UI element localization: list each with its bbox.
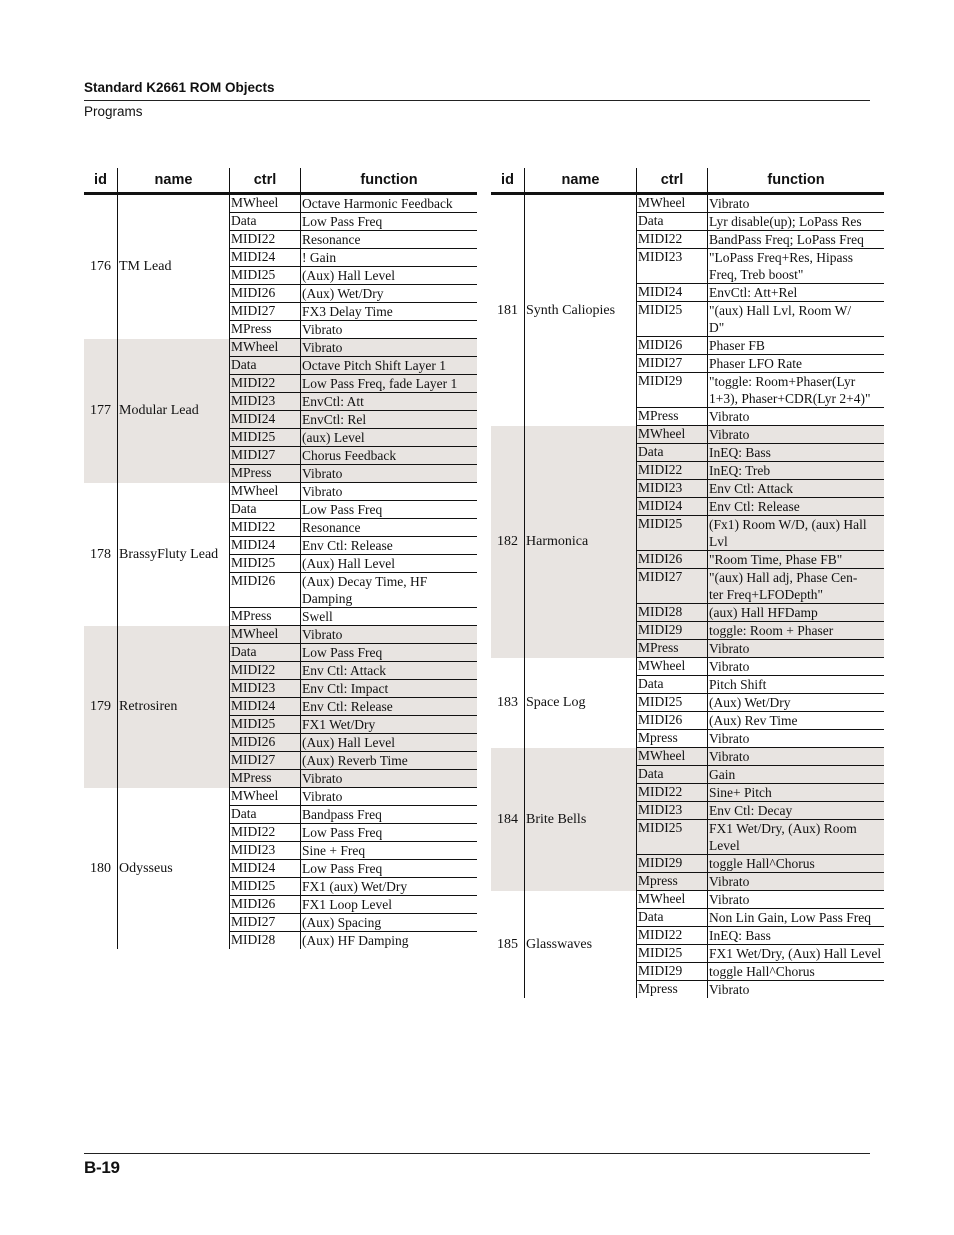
table-row (230, 626, 477, 644)
table-row (230, 519, 477, 537)
function-cell: (Aux) Wet/Dry (302, 286, 384, 301)
function-cell: Swell (302, 609, 333, 624)
function-cell: Vibrato (709, 892, 750, 907)
table-row (230, 303, 477, 321)
ctrl-cell: MIDI23 (637, 480, 708, 497)
program-name: BrassyFluty Lead (118, 483, 230, 626)
table-row (230, 267, 477, 285)
table-row (230, 231, 477, 249)
table-row (637, 640, 884, 658)
function-cell: Env Ctl: Impact (302, 681, 389, 696)
function-cell: Vibrato (709, 874, 750, 889)
table-header (491, 168, 884, 195)
controller-list (230, 339, 477, 483)
function-cell: Sine + Freq (302, 843, 366, 858)
ctrl-cell: MIDI23 (637, 802, 708, 819)
function-cell: Vibrato (709, 409, 750, 424)
ctrl-cell: MIDI29 (637, 963, 708, 980)
table-row (637, 302, 884, 337)
ctrl-cell: MIDI29 (637, 855, 708, 872)
program-group (491, 426, 884, 658)
controller-list (230, 483, 477, 626)
function-cell: Vibrato (302, 322, 343, 337)
function-cell: Lyr disable(up); LoPass Res (709, 214, 862, 229)
function-cell: "(aux) Hall adj, Phase Cen- ter Freq+LFODepth" (709, 570, 858, 602)
program-name: Modular Lead (118, 339, 230, 483)
ctrl-cell: MPress (637, 408, 708, 425)
function-cell: (aux) Level (302, 430, 365, 445)
function-cell: Env Ctl: Attack (709, 481, 793, 496)
ctrl-cell: Mpress (637, 981, 708, 998)
function-cell: Low Pass Freq (302, 861, 383, 876)
program-id: 179 (84, 626, 118, 788)
program-id: 181 (491, 195, 525, 426)
table-row (637, 231, 884, 249)
table-row (637, 945, 884, 963)
ctrl-cell: MIDI26 (230, 285, 301, 302)
function-cell: Octave Pitch Shift Layer 1 (302, 358, 446, 373)
table-row (230, 788, 477, 806)
table-row (230, 429, 477, 447)
function-cell: FX3 Delay Time (302, 304, 393, 319)
ctrl-cell: MIDI22 (230, 824, 301, 841)
table-row (230, 537, 477, 555)
table-row (637, 981, 884, 998)
function-cell: FX1 Loop Level (302, 897, 392, 912)
ctrl-cell: Data (230, 501, 301, 518)
ctrl-cell: MIDI27 (230, 303, 301, 320)
program-id: 178 (84, 483, 118, 626)
program-name: Space Log (525, 658, 637, 748)
function-cell: Low Pass Freq, fade Layer 1 (302, 376, 458, 391)
controller-list (230, 195, 477, 339)
function-cell: toggle Hall^Chorus (709, 856, 815, 871)
page-number: B-19 (84, 1158, 120, 1177)
table-row (637, 426, 884, 444)
table-row (637, 516, 884, 551)
function-cell: Vibrato (302, 484, 343, 499)
table-row (230, 411, 477, 429)
function-cell: (Aux) HF Damping (302, 933, 409, 948)
ctrl-cell: MWheel (230, 626, 301, 643)
table-row (230, 932, 477, 949)
table-row (230, 285, 477, 303)
column-header-ctrl: ctrl (637, 168, 708, 192)
ctrl-cell: MIDI27 (637, 569, 708, 603)
column-header-name: name (118, 168, 230, 192)
ctrl-cell: MWheel (230, 788, 301, 805)
ctrl-cell: MWheel (230, 195, 301, 212)
ctrl-cell: MPress (230, 321, 301, 338)
ctrl-cell: MIDI23 (230, 393, 301, 410)
table-row (637, 355, 884, 373)
function-cell: Vibrato (709, 641, 750, 656)
table-row (230, 824, 477, 842)
controller-list (637, 891, 884, 998)
column-header-id: id (84, 168, 118, 192)
ctrl-cell: Data (637, 766, 708, 783)
table-row (230, 734, 477, 752)
table-row (637, 802, 884, 820)
function-cell: "LoPass Freq+Res, Hipass Freq, Treb boost" (709, 250, 857, 282)
function-cell: Bandpass Freq (302, 807, 382, 822)
function-cell: Phaser LFO Rate (709, 356, 802, 371)
table-row (230, 752, 477, 770)
ctrl-cell: MIDI28 (230, 932, 301, 949)
table-row (637, 373, 884, 408)
function-cell: Pitch Shift (709, 677, 767, 692)
ctrl-cell: MWheel (230, 339, 301, 356)
programs-table-left (84, 168, 477, 949)
table-row (637, 730, 884, 748)
ctrl-cell: MIDI25 (637, 694, 708, 711)
function-cell: Vibrato (709, 196, 750, 211)
ctrl-cell: MIDI27 (230, 752, 301, 769)
table-row (637, 855, 884, 873)
table-row (230, 501, 477, 519)
ctrl-cell: Mpress (637, 730, 708, 747)
function-cell: Non Lin Gain, Low Pass Freq (709, 910, 871, 925)
column-header-function: function (360, 172, 418, 188)
function-cell: InEQ: Treb (709, 463, 771, 478)
function-cell: BandPass Freq; LoPass Freq (709, 232, 864, 247)
function-cell: (Aux) Spacing (302, 915, 382, 930)
function-cell: Chorus Feedback (302, 448, 397, 463)
function-cell: toggle: Room + Phaser (709, 623, 834, 638)
table-row (637, 569, 884, 604)
function-cell: Vibrato (302, 771, 343, 786)
ctrl-cell: MIDI29 (637, 373, 708, 407)
table-row (637, 498, 884, 516)
ctrl-cell: Data (637, 909, 708, 926)
table-row (230, 644, 477, 662)
table-row (230, 608, 477, 626)
ctrl-cell: MIDI25 (230, 555, 301, 572)
ctrl-cell: MIDI22 (230, 231, 301, 248)
table-row (637, 604, 884, 622)
function-cell: Env Ctl: Release (302, 699, 393, 714)
table-row (230, 195, 477, 213)
function-cell: "(aux) Hall Lvl, Room W/ D" (709, 303, 852, 335)
function-cell: (Aux) Rev Time (709, 713, 798, 728)
ctrl-cell: MIDI22 (637, 927, 708, 944)
ctrl-cell: MIDI23 (230, 842, 301, 859)
program-group (84, 788, 477, 949)
function-cell: "toggle: Room+Phaser(Lyr 1+3), Phaser+CDR(Lyr 2+4)" (709, 374, 871, 406)
ctrl-cell: MPress (230, 608, 301, 625)
function-cell: (Aux) Wet/Dry (709, 695, 791, 710)
table-row (637, 249, 884, 284)
ctrl-cell: MIDI22 (230, 519, 301, 536)
ctrl-cell: MIDI24 (637, 284, 708, 301)
controller-list (637, 426, 884, 658)
function-cell: Low Pass Freq (302, 645, 383, 660)
function-cell: (Aux) Hall Level (302, 268, 395, 283)
table-row (637, 480, 884, 498)
ctrl-cell: MIDI24 (230, 860, 301, 877)
table-row (637, 337, 884, 355)
function-cell: InEQ: Bass (709, 445, 771, 460)
program-group (491, 195, 884, 426)
table-row (637, 408, 884, 426)
function-cell: InEQ: Bass (709, 928, 771, 943)
function-cell: (Aux) Decay Time, HF Damping (302, 574, 431, 606)
ctrl-cell: MIDI26 (230, 896, 301, 913)
program-name: Glasswaves (525, 891, 637, 998)
table-row (637, 891, 884, 909)
table-row (230, 339, 477, 357)
program-id: 176 (84, 195, 118, 339)
table-row (230, 860, 477, 878)
controller-list (637, 195, 884, 426)
ctrl-cell: MIDI24 (637, 498, 708, 515)
ctrl-cell: Data (637, 213, 708, 230)
program-name: Brite Bells (525, 748, 637, 891)
ctrl-cell: Data (230, 806, 301, 823)
table-row (637, 927, 884, 945)
table-row (637, 213, 884, 231)
table-row (637, 784, 884, 802)
header-rule (84, 100, 870, 101)
ctrl-cell: MIDI22 (230, 375, 301, 392)
program-id: 185 (491, 891, 525, 998)
table-row (230, 375, 477, 393)
table-row (637, 909, 884, 927)
table-row (230, 662, 477, 680)
table-row (637, 676, 884, 694)
ctrl-cell: MIDI22 (230, 662, 301, 679)
function-cell: Vibrato (709, 982, 750, 997)
table-row (637, 963, 884, 981)
ctrl-cell: MIDI22 (637, 784, 708, 801)
table-row (637, 873, 884, 891)
table-header (84, 168, 477, 195)
table-row (637, 694, 884, 712)
ctrl-cell: MIDI25 (230, 716, 301, 733)
function-cell: Gain (709, 767, 736, 782)
function-cell: EnvCtl: Att (302, 394, 364, 409)
ctrl-cell: MIDI29 (637, 622, 708, 639)
function-cell: Vibrato (302, 340, 343, 355)
table-row (230, 698, 477, 716)
program-id: 177 (84, 339, 118, 483)
table-row (230, 555, 477, 573)
ctrl-cell: MIDI25 (230, 267, 301, 284)
ctrl-cell: MIDI26 (230, 573, 301, 607)
ctrl-cell: MIDI27 (230, 447, 301, 464)
ctrl-cell: MIDI24 (230, 411, 301, 428)
function-cell: Env Ctl: Attack (302, 663, 386, 678)
ctrl-cell: MWheel (637, 658, 708, 675)
function-cell: Vibrato (302, 466, 343, 481)
table-row (637, 551, 884, 569)
ctrl-cell: MIDI24 (230, 698, 301, 715)
function-cell: toggle Hall^Chorus (709, 964, 815, 979)
ctrl-cell: Data (230, 357, 301, 374)
table-row (230, 878, 477, 896)
column-header-id: id (491, 168, 525, 192)
footer-rule (84, 1153, 870, 1154)
ctrl-cell: MIDI22 (637, 231, 708, 248)
function-cell: (aux) Hall HFDamp (709, 605, 818, 620)
table-body (84, 195, 477, 949)
ctrl-cell: MIDI26 (230, 734, 301, 751)
function-cell: Resonance (302, 520, 361, 535)
program-group (84, 483, 477, 626)
function-cell: Vibrato (302, 627, 343, 642)
function-cell: Vibrato (709, 427, 750, 442)
table-row (637, 622, 884, 640)
ctrl-cell: MIDI25 (637, 516, 708, 550)
table-body (491, 195, 884, 998)
table-row (637, 444, 884, 462)
ctrl-cell: Data (230, 213, 301, 230)
table-row (230, 573, 477, 608)
ctrl-cell: MIDI26 (637, 337, 708, 354)
function-cell: Vibrato (709, 731, 750, 746)
function-cell: (Aux) Hall Level (302, 735, 395, 750)
table-row (230, 716, 477, 734)
program-name: Synth Caliopies (525, 195, 637, 426)
function-cell: Phaser FB (709, 338, 765, 353)
function-cell: Low Pass Freq (302, 214, 383, 229)
function-cell: (Aux) Hall Level (302, 556, 395, 571)
program-name: TM Lead (118, 195, 230, 339)
ctrl-cell: Data (230, 644, 301, 661)
table-row (637, 284, 884, 302)
ctrl-cell: MIDI25 (230, 429, 301, 446)
column-header-function: function (767, 172, 825, 188)
controller-list (230, 788, 477, 949)
function-cell: Octave Harmonic Feedback (302, 196, 453, 211)
ctrl-cell: MPress (230, 770, 301, 787)
table-row (637, 712, 884, 730)
function-cell: ! Gain (302, 250, 337, 265)
ctrl-cell: MIDI25 (230, 878, 301, 895)
ctrl-cell: Mpress (637, 873, 708, 890)
function-cell: Resonance (302, 232, 361, 247)
controller-list (637, 748, 884, 891)
ctrl-cell: MIDI25 (637, 302, 708, 336)
ctrl-cell: MIDI27 (637, 355, 708, 372)
ctrl-cell: MWheel (230, 483, 301, 500)
function-cell: (Fx1) Room W/D, (aux) Hall Lvl (709, 517, 870, 549)
ctrl-cell: Data (637, 444, 708, 461)
function-cell: EnvCtl: Att+Rel (709, 285, 798, 300)
function-cell: Vibrato (709, 749, 750, 764)
ctrl-cell: MWheel (637, 426, 708, 443)
ctrl-cell: MIDI23 (637, 249, 708, 283)
ctrl-cell: Data (637, 676, 708, 693)
table-row (230, 806, 477, 824)
controller-list (637, 658, 884, 748)
ctrl-cell: MWheel (637, 195, 708, 212)
program-group (84, 195, 477, 339)
program-group (491, 891, 884, 998)
function-cell: Vibrato (302, 789, 343, 804)
table-row (230, 465, 477, 483)
program-id: 184 (491, 748, 525, 891)
ctrl-cell: MIDI24 (230, 537, 301, 554)
table-row (230, 483, 477, 501)
table-row (230, 393, 477, 411)
function-cell: Env Ctl: Release (709, 499, 800, 514)
table-row (230, 842, 477, 860)
table-row (637, 195, 884, 213)
program-name: Retrosiren (118, 626, 230, 788)
document-title: Standard K2661 ROM Objects (84, 80, 275, 95)
controller-list (230, 626, 477, 788)
program-name: Harmonica (525, 426, 637, 658)
ctrl-cell: MPress (637, 640, 708, 657)
function-cell: FX1 Wet/Dry, (Aux) Room Level (709, 821, 861, 853)
program-group (84, 626, 477, 788)
table-row (637, 820, 884, 855)
function-cell: (Aux) Reverb Time (302, 753, 408, 768)
ctrl-cell: MIDI25 (637, 820, 708, 854)
program-name: Odysseus (118, 788, 230, 949)
function-cell: Low Pass Freq (302, 825, 383, 840)
table-row (230, 213, 477, 231)
program-id: 183 (491, 658, 525, 748)
ctrl-cell: MIDI27 (230, 914, 301, 931)
function-cell: Env Ctl: Release (302, 538, 393, 553)
ctrl-cell: MPress (230, 465, 301, 482)
table-row (637, 462, 884, 480)
program-id: 180 (84, 788, 118, 949)
ctrl-cell: MIDI26 (637, 551, 708, 568)
programs-table-right (491, 168, 884, 998)
function-cell: FX1 (aux) Wet/Dry (302, 879, 408, 894)
table-row (637, 658, 884, 676)
function-cell: Env Ctl: Decay (709, 803, 793, 818)
table-row (637, 748, 884, 766)
function-cell: Low Pass Freq (302, 502, 383, 517)
ctrl-cell: MIDI23 (230, 680, 301, 697)
function-cell: Vibrato (709, 659, 750, 674)
table-row (230, 321, 477, 339)
section-subtitle: Programs (84, 104, 143, 119)
column-header-name: name (525, 168, 637, 192)
table-row (230, 680, 477, 698)
ctrl-cell: MWheel (637, 748, 708, 765)
function-cell: FX1 Wet/Dry (302, 717, 376, 732)
table-row (230, 447, 477, 465)
ctrl-cell: MIDI22 (637, 462, 708, 479)
table-row (230, 357, 477, 375)
table-row (230, 914, 477, 932)
ctrl-cell: MIDI25 (637, 945, 708, 962)
ctrl-cell: MIDI24 (230, 249, 301, 266)
function-cell: Sine+ Pitch (709, 785, 772, 800)
table-row (637, 766, 884, 784)
function-cell: EnvCtl: Rel (302, 412, 367, 427)
table-row (230, 896, 477, 914)
ctrl-cell: MWheel (637, 891, 708, 908)
column-header-ctrl: ctrl (230, 168, 301, 192)
ctrl-cell: MIDI26 (637, 712, 708, 729)
program-id: 182 (491, 426, 525, 658)
function-cell: FX1 Wet/Dry, (Aux) Hall Level (709, 946, 882, 961)
function-cell: "Room Time, Phase FB" (709, 552, 843, 567)
program-group (491, 748, 884, 891)
table-row (230, 770, 477, 788)
program-group (491, 658, 884, 748)
program-group (84, 339, 477, 483)
ctrl-cell: MIDI28 (637, 604, 708, 621)
table-row (230, 249, 477, 267)
